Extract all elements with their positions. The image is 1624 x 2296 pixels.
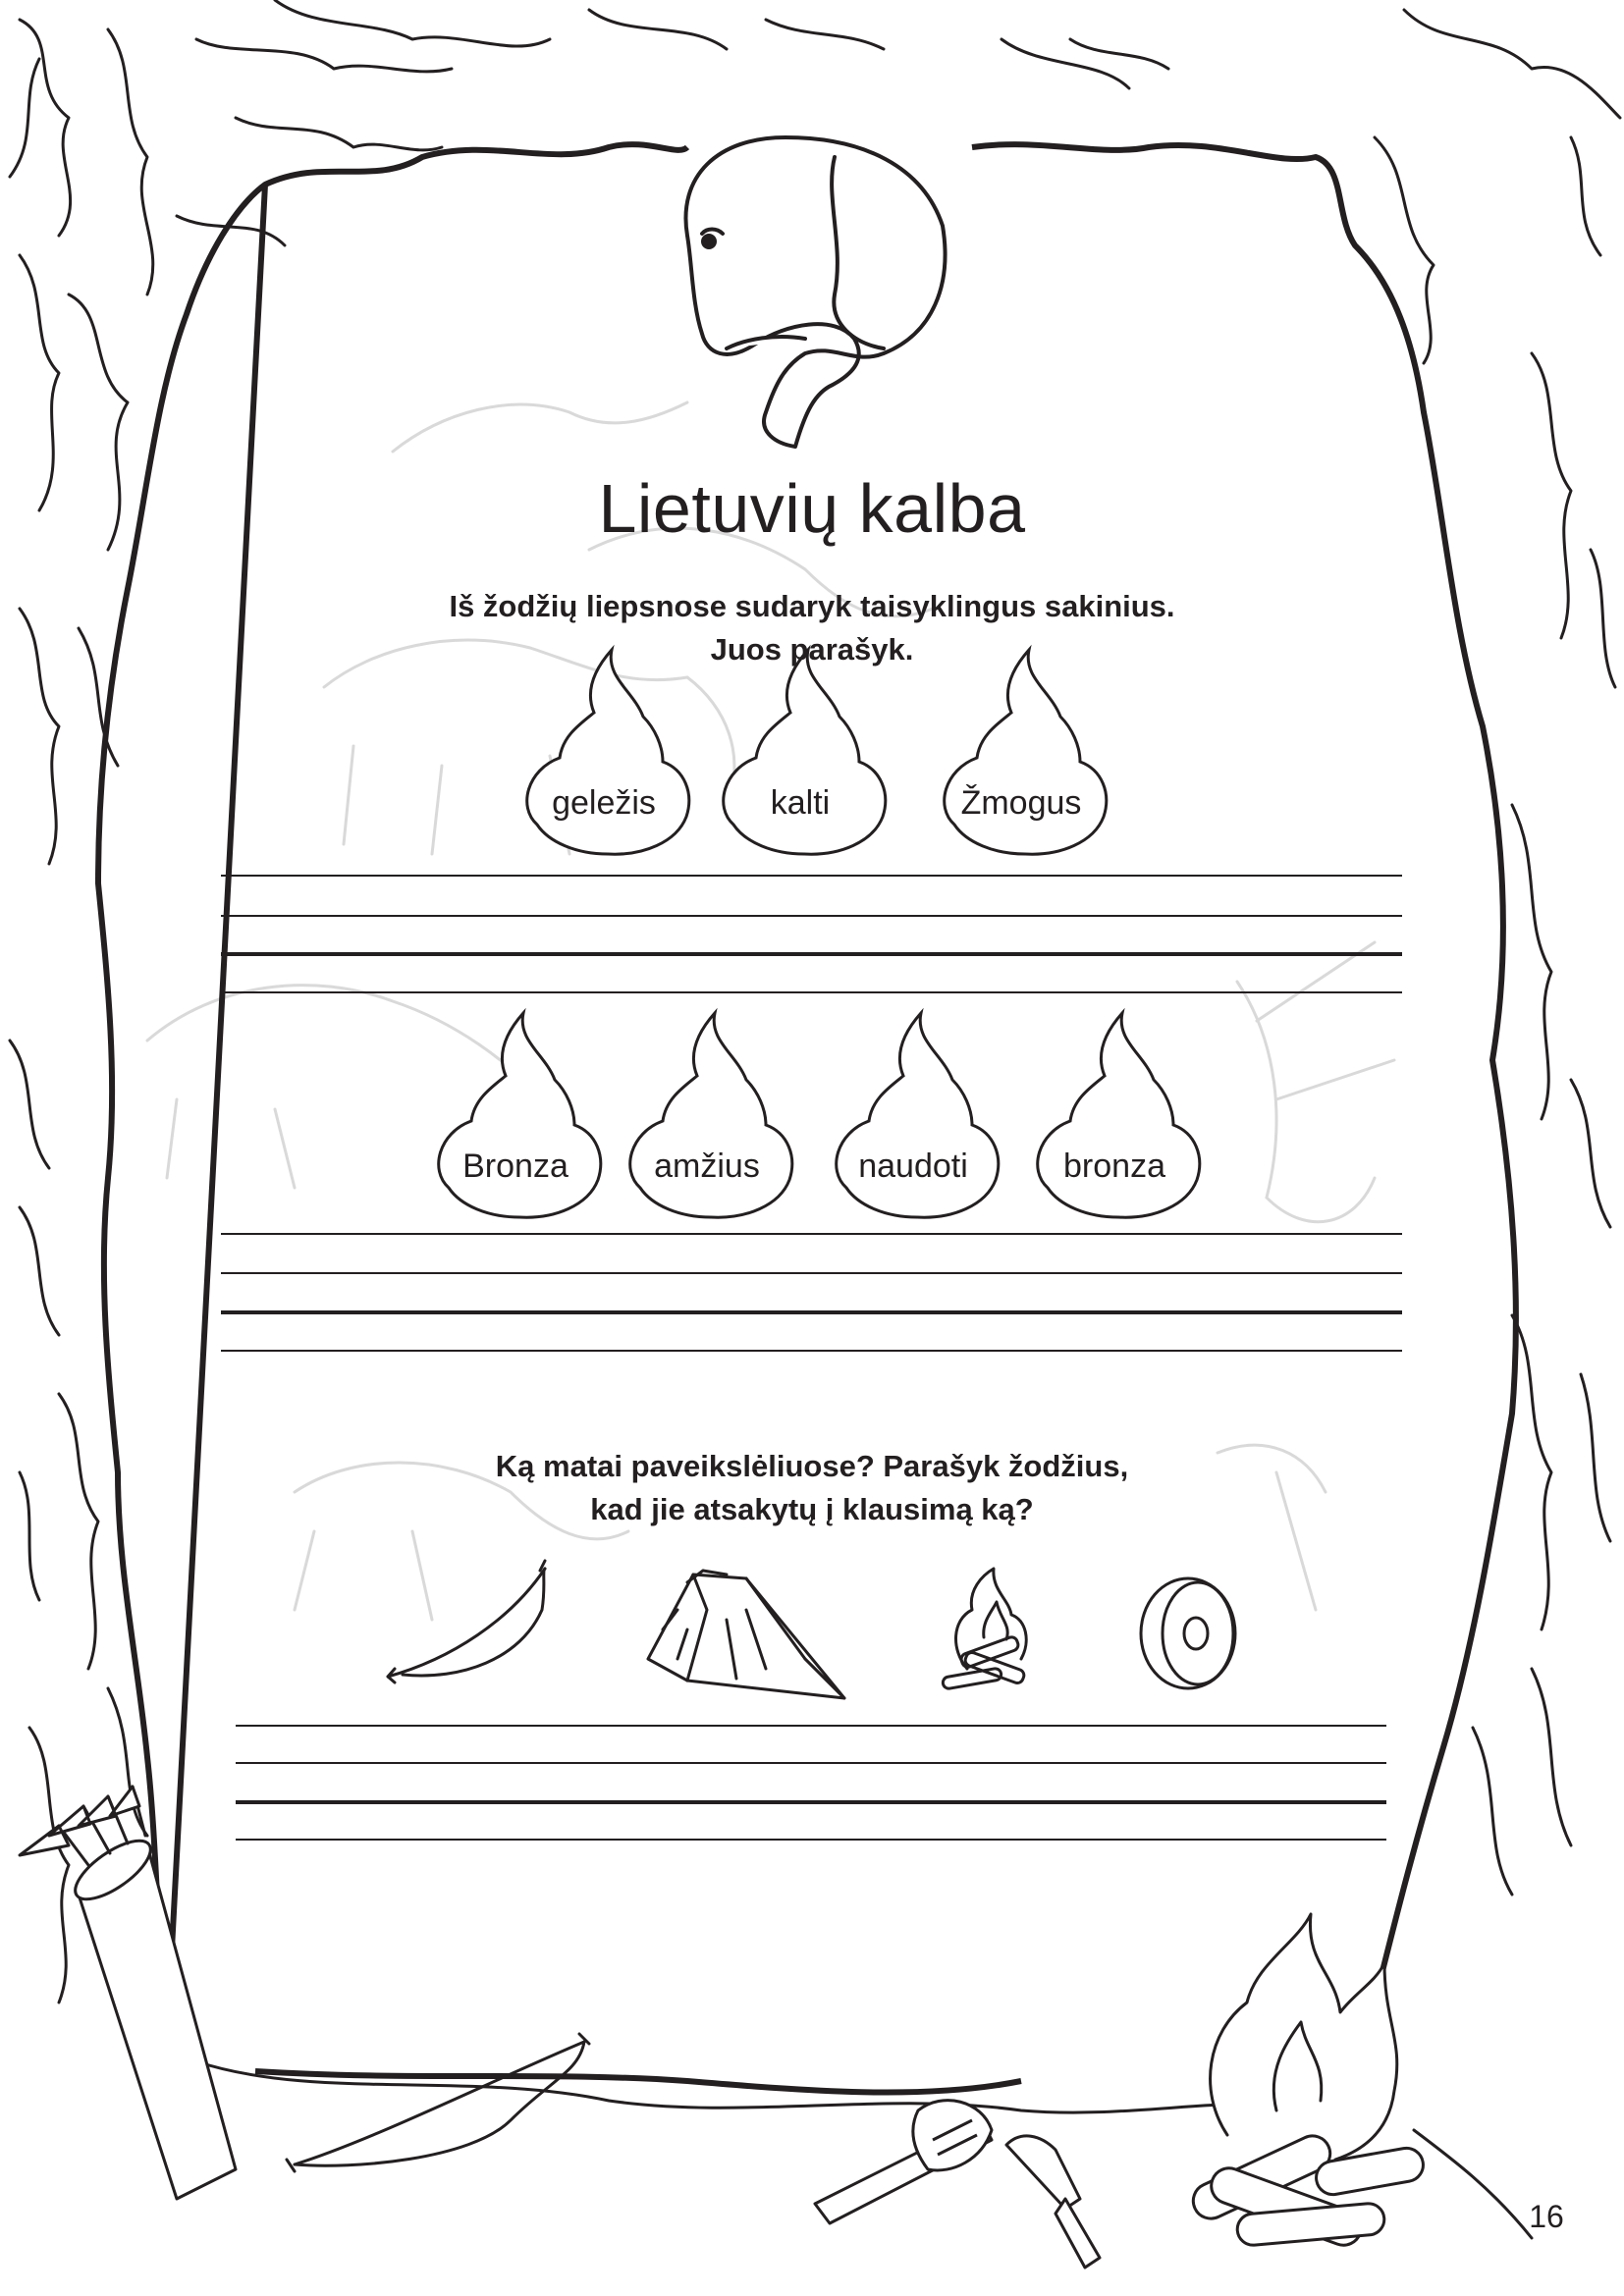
flame-word: naudoti xyxy=(858,1148,968,1185)
flame-bronza xyxy=(439,1013,601,1217)
campfire-icon xyxy=(1187,1914,1426,2250)
flame-naudoti xyxy=(837,1013,999,1217)
writing-lines-1 xyxy=(221,876,1402,992)
task1-instruction-line1: Iš žodžių liepsnose sudaryk taisyklingus sakinius. xyxy=(449,589,1175,623)
stone-axe-icon xyxy=(815,2101,992,2223)
bow-icon xyxy=(287,2034,589,2171)
flame-word: Bronza xyxy=(462,1148,568,1185)
flame-group-2 xyxy=(439,1013,1200,1217)
picture-bow-icon xyxy=(388,1561,545,1682)
task2-instruction-line2: kad jie atsakytų į klausimą ką? xyxy=(590,1492,1034,1526)
page-number: 16 xyxy=(1529,2199,1564,2234)
writing-lines-3 xyxy=(236,1726,1386,1840)
picture-campfire-icon xyxy=(942,1569,1026,1689)
page-title: Lietuvių kalba xyxy=(598,470,1026,547)
flame-word: kalti xyxy=(770,784,831,822)
picture-stone-wheel-icon xyxy=(1141,1578,1235,1688)
writing-lines-2 xyxy=(221,1234,1402,1351)
flame-bronza-lower xyxy=(1038,1013,1200,1217)
flame-word: Žmogus xyxy=(960,784,1082,822)
task2-instruction-line1: Ką matai paveikslėliuose? Parašyk žodžius, xyxy=(495,1449,1129,1483)
flame-word: geležis xyxy=(552,784,656,822)
flame-group-1 xyxy=(527,650,1107,854)
stone-knife-icon xyxy=(1006,2136,1100,2268)
flame-word: amžius xyxy=(654,1148,760,1185)
quiver-icon xyxy=(20,1787,236,2199)
flame-kalti xyxy=(724,650,886,854)
cave-wall-frame xyxy=(10,0,1620,2238)
flame-word: bronza xyxy=(1063,1148,1165,1185)
picture-tent-icon xyxy=(648,1571,844,1698)
cave-frame-outline xyxy=(98,144,1516,2092)
flame-amzius xyxy=(630,1013,792,1217)
flame-zmogus xyxy=(945,650,1107,854)
task1-instruction-line2: Juos parašyk. xyxy=(710,632,914,667)
mammoth-head-icon xyxy=(685,137,945,447)
